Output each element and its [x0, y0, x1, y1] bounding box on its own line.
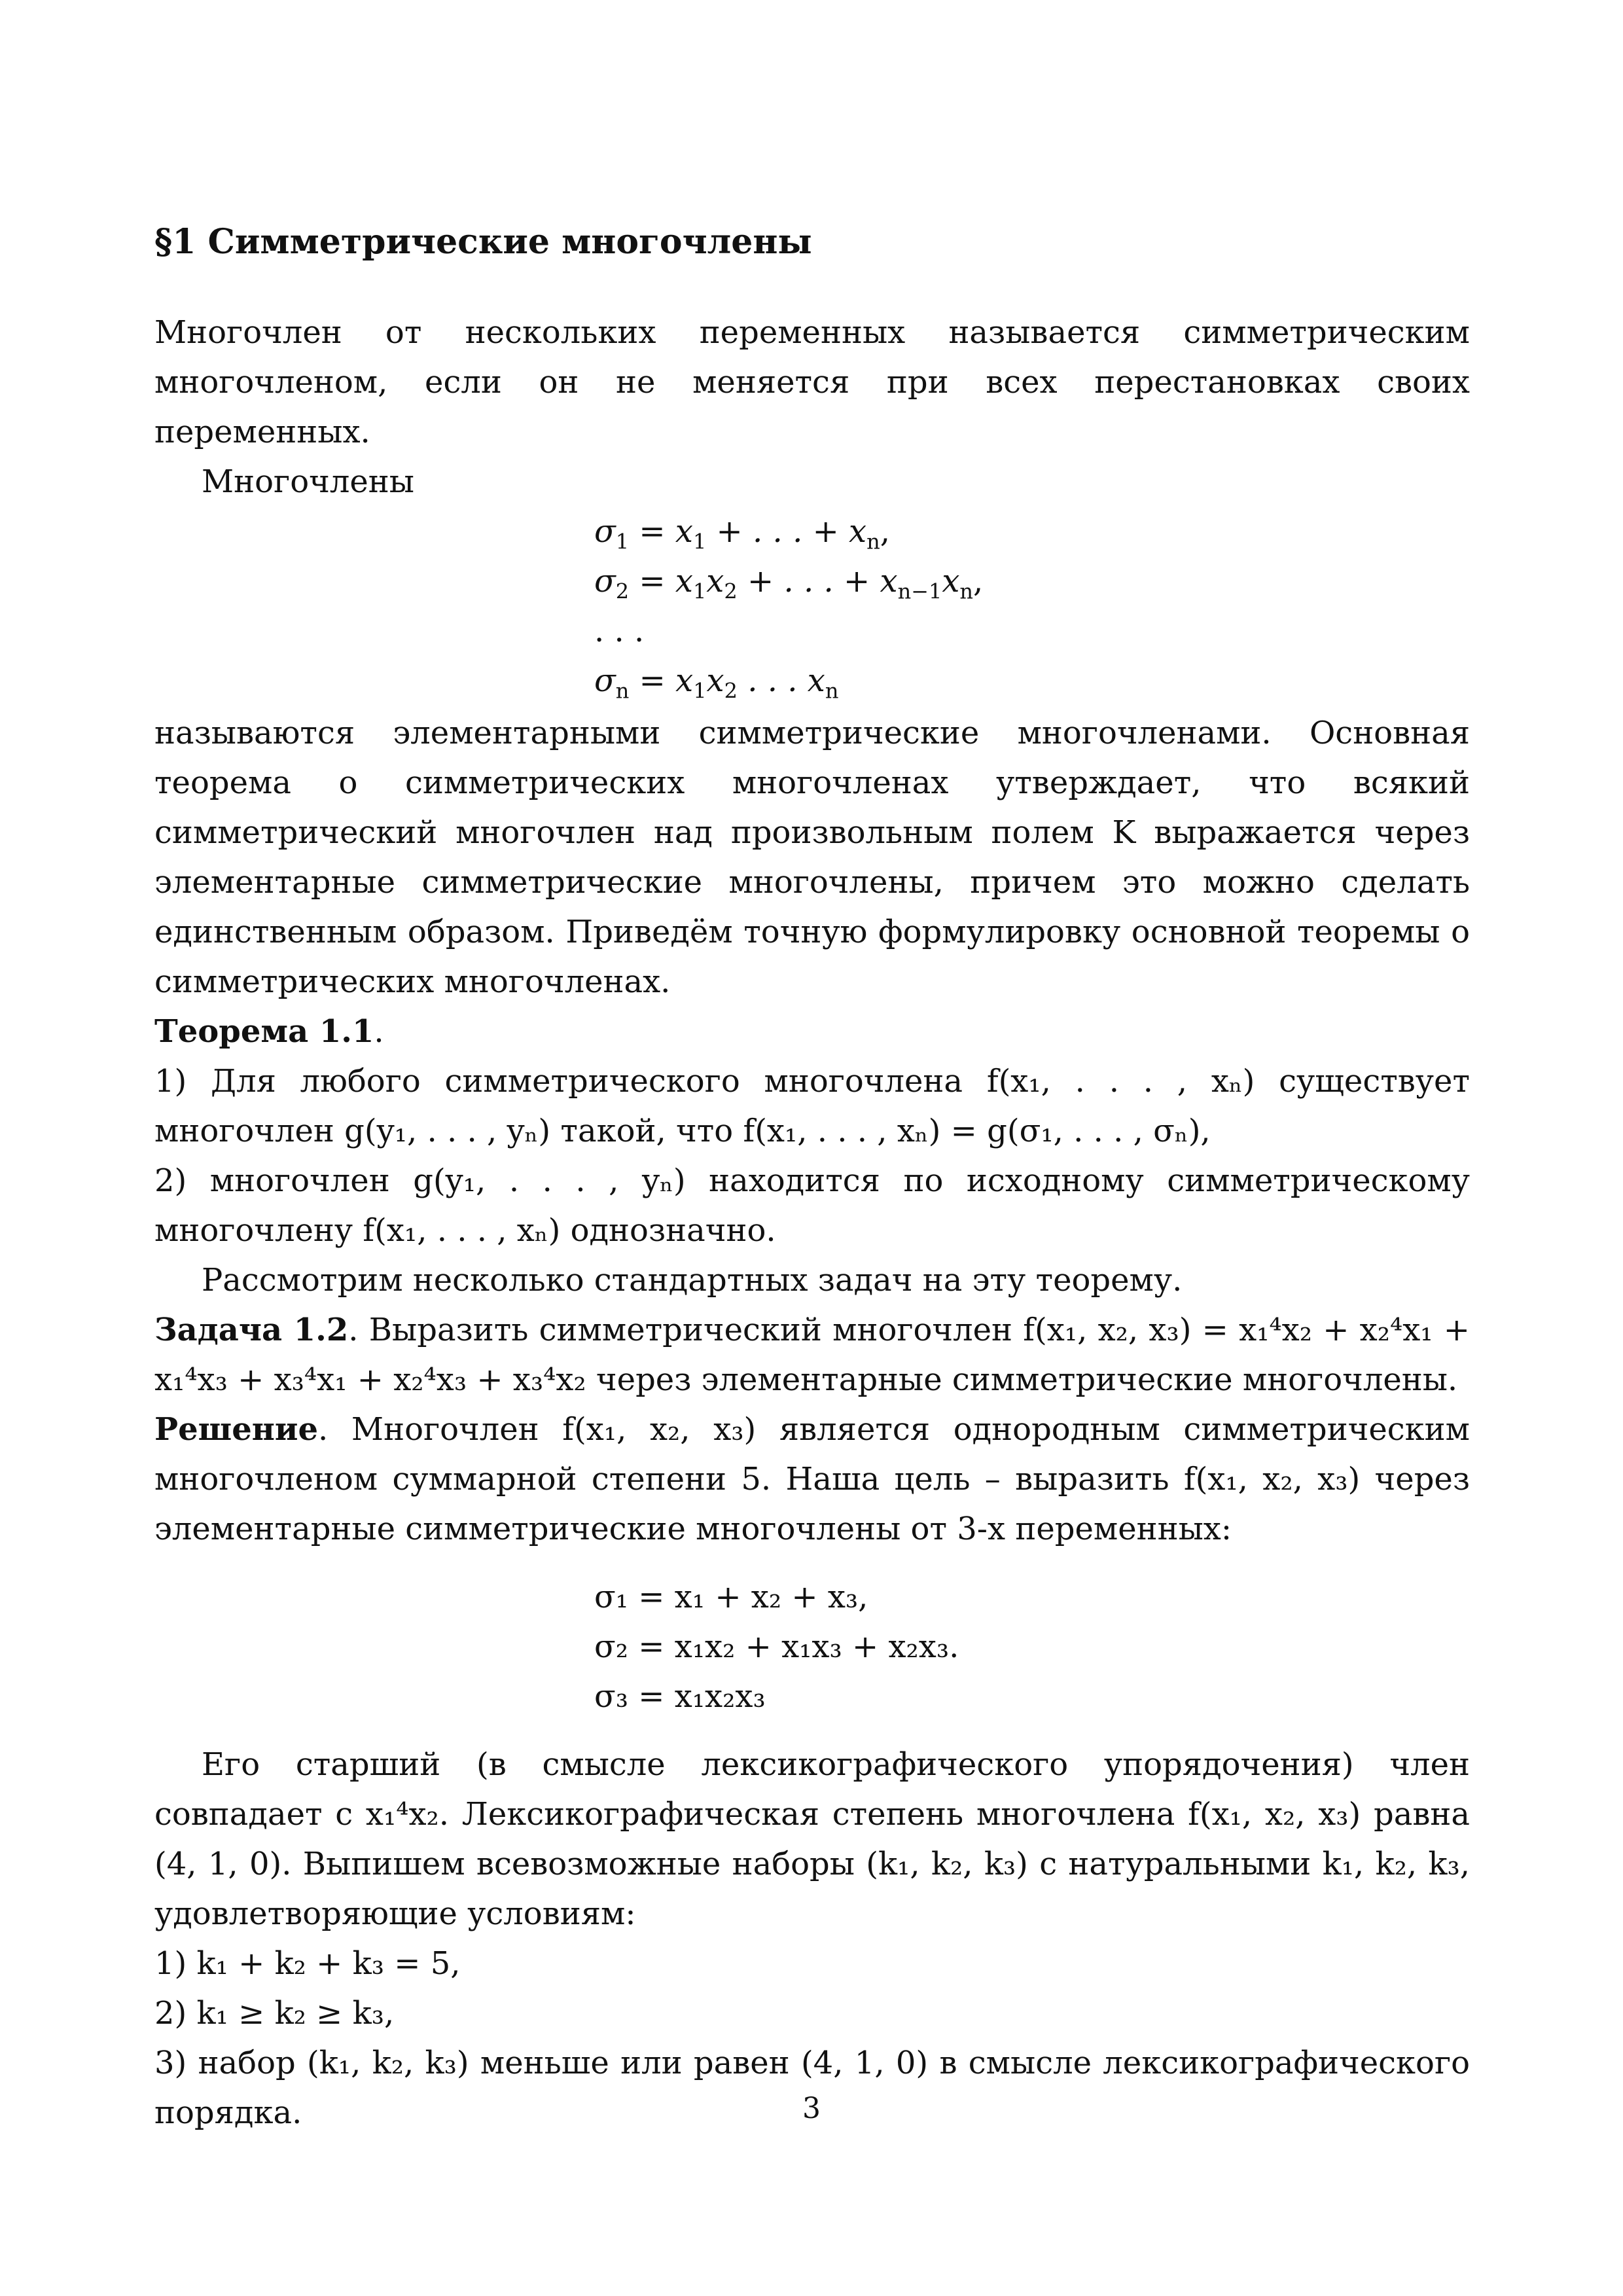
sigma3-line-2: σ₂ = x₁x₂ + x₁x₃ + x₂x₃. — [594, 1628, 959, 1665]
solution-label: Решение — [154, 1411, 319, 1448]
sigma3-line-3: σ₃ = x₁x₂x₃ — [594, 1678, 766, 1715]
theorem-item-1: 1) Для любого симметрического многочлена f(x₁, . . . , xₙ) существует многочлен g(y₁, . . . , yₙ) такой, что f(x₁, . . . , xₙ) = g(σ₁, . . . , σₙ), — [154, 1063, 1470, 1149]
polys-lead: Многочлены — [202, 463, 414, 500]
intro-paragraph: Многочлен от нескольких переменных называется симметрическим многочленом, если он не меняется при всех перестановках своих переменных. — [154, 314, 1470, 450]
theorem-label: Теорема 1.1 — [154, 1013, 374, 1050]
solution-paragraph: Решение. Многочлен f(x₁, x₂, x₃) является однородным симметрическим многочленом суммарной степени 5. Наша цель – выразить f(x₁, x₂, x₃) через элементарные симметрические многочлены от 3-х переменных: — [154, 1411, 1470, 1547]
sigma3-formulas — [594, 1572, 1470, 1721]
section-title: §1 Симметрические многочлены — [154, 222, 812, 262]
task-label: Задача 1.2 — [154, 1312, 349, 1348]
condition-3: 3) набор (k₁, k₂, k₃) меньше или равен (4, 1, 0) в смысле лексикографического порядка. — [154, 2045, 1470, 2131]
page-content — [154, 216, 1470, 2138]
theorem-item-2: 2) многочлен g(y₁, . . . , yₙ) находится по исходному симметрическому многочлену f(x₁, . . . , xₙ) однозначно. — [154, 1162, 1470, 1249]
sigman-formula: $\sigma_n = x_1x_2$ . . . $x_n$ — [594, 662, 839, 704]
theorem-heading: Теорема 1.1. — [154, 1013, 384, 1050]
ellipsis-line: . . . — [594, 613, 645, 649]
leading-term-paragraph: Его старший (в смысле лексикографического упорядочения) член совпадает с x₁⁴x₂. Лексикографическая степень многочлена f(x₁, x₂, x₃) равна (4, 1, 0). Выпишем всевозможные наборы (k₁, k₂, k₃) с натуральными k₁, k₂, k₃, удовлетворяющие условиям: — [154, 1746, 1470, 1932]
sigma2-formula: $\sigma_2 = x_1x_2$ + . . . + $x_{n-1}x_n$, — [594, 563, 984, 604]
after-sigma-paragraph: называются элементарными симметрические многочленами. Основная теорема о симметрических многочленах утверждает, что всякий симметрический многочлен над произвольным полем K выражается через элементарные симметрические многочлены, причем это можно сделать единственным образом. Приведём точную формулировку основной теоремы о симметрических многочленах. — [154, 715, 1470, 1000]
sigma3-line-1: σ₁ = x₁ + x₂ + x₃, — [594, 1579, 868, 1615]
task-paragraph: Задача 1.2. Выразить симметрический многочлен f(x₁, x₂, x₃) = x₁⁴x₂ + x₂⁴x₁ + x₁⁴x₃ + x₃⁴x₁ + x₂⁴x₃ + x₃⁴x₂ через элементарные симметрические многочлены. — [154, 1312, 1471, 1398]
condition-2: 2) k₁ ≥ k₂ ≥ k₃, — [154, 1995, 395, 2032]
elementary-sigma-formulas — [594, 507, 1470, 706]
consider-paragraph: Рассмотрим несколько стандартных задач на эту теорему. — [202, 1262, 1183, 1299]
page-number: 3 — [802, 2092, 821, 2125]
sigma1-formula: $\sigma_1 = x_1$ + . . . + $x_n$, — [594, 513, 890, 554]
condition-1: 1) k₁ + k₂ + k₃ = 5, — [154, 1945, 461, 1982]
